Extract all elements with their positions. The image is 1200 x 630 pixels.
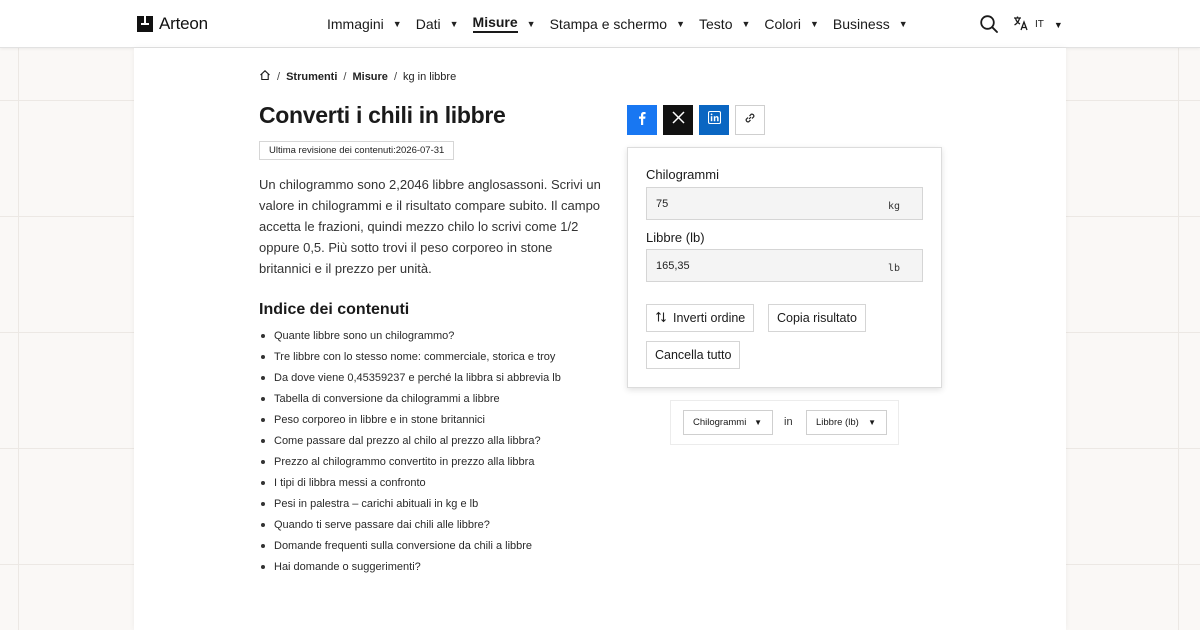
top-navigation-bar [0, 0, 1200, 48]
nav-label: Testo [699, 15, 733, 32]
x-icon [672, 111, 685, 129]
logo-mark-icon [137, 16, 153, 32]
toc-item[interactable]: Peso corporeo in libbre e in stone britannici [259, 412, 561, 433]
home-icon[interactable] [259, 69, 271, 84]
brand-logo[interactable] [137, 14, 208, 34]
toc-item[interactable]: Quante libbre sono un chilogrammo? [259, 328, 561, 349]
breadcrumb-separator: / [277, 70, 281, 83]
pounds-input[interactable] [647, 250, 867, 281]
caret-down-icon: ▼ [526, 18, 536, 29]
toc-item[interactable]: Tabella di conversione da chilogrammi a libbre [259, 391, 561, 412]
intro-paragraph: Un chilogrammo sono 2,2046 libbre anglosassoni. Scrivi un valore in chilogrammi e il risultato compare subito. Il campo accetta le frazioni, quindi mezzo chilo lo scrivi come 1/2 oppure 0,5. Più sotto trovi il peso corporeo in stone britannici e il prezzo per unità. [259, 177, 601, 276]
caret-down-icon: ▼ [754, 418, 762, 427]
breadcrumb-current: kg in libbre [403, 70, 457, 83]
caret-down-icon: ▼ [809, 18, 819, 29]
unit-selector-bar [670, 400, 899, 445]
breadcrumb-misure[interactable]: Misure [352, 70, 388, 83]
pounds-unit: lb [887, 263, 900, 274]
toc-item[interactable]: Tre libbre con lo stesso nome: commerciale, storica e troy [259, 349, 561, 370]
link-icon [743, 111, 757, 130]
toc-title: Indice dei contenuti [259, 301, 410, 318]
kilograms-unit: kg [887, 201, 900, 212]
breadcrumb [259, 69, 456, 84]
copy-result-button[interactable] [768, 304, 866, 332]
breadcrumb-strumenti[interactable]: Strumenti [286, 70, 338, 83]
pounds-field [646, 249, 923, 282]
nav-item-testo[interactable] [699, 16, 750, 33]
facebook-share-button[interactable] [627, 105, 657, 135]
to-field-label: Libbre (lb) [646, 230, 705, 245]
main-nav [327, 0, 922, 48]
caret-down-icon: ▼ [449, 18, 459, 29]
caret-down-icon: ▼ [741, 18, 751, 29]
translate-icon [1013, 15, 1029, 34]
toc-item[interactable]: Pesi in palestra – carichi abituali in kg e lb [259, 496, 561, 517]
brand-name: Arteon [159, 14, 208, 33]
revision-badge: Ultima revisione dei contenuti:2026-07-31 [259, 141, 454, 160]
nav-label: Dati [415, 15, 441, 32]
kilograms-field [646, 187, 923, 220]
toc-item[interactable]: Come passare dal prezzo al chilo al prezzo alla libbra? [259, 433, 561, 454]
toc-item[interactable]: I tipi di libbra messi a confronto [259, 475, 561, 496]
linkedin-share-button[interactable] [699, 105, 729, 135]
nav-item-colori[interactable] [764, 16, 819, 33]
nav-item-business[interactable] [833, 16, 908, 33]
table-of-contents [259, 328, 561, 580]
toc-item[interactable]: Hai domande o suggerimenti? [259, 559, 561, 580]
from-unit-select[interactable] [683, 410, 773, 435]
clear-all-button[interactable] [646, 341, 740, 369]
nav-item-dati[interactable] [416, 16, 459, 33]
breadcrumb-separator: / [343, 70, 347, 83]
nav-label: Colori [764, 15, 801, 32]
nav-item-misure[interactable] [473, 14, 536, 34]
caret-down-icon: ▼ [676, 18, 686, 29]
from-field-label: Chilogrammi [646, 167, 719, 182]
caret-down-icon: ▼ [898, 18, 908, 29]
facebook-icon [636, 111, 648, 130]
nav-label: Immagini [327, 15, 384, 32]
content-card [134, 48, 1066, 630]
toc-item[interactable]: Prezzo al chilogrammo convertito in prezzo alla libbra [259, 454, 561, 475]
caret-down-icon: ▼ [1053, 19, 1063, 30]
toc-item[interactable]: Da dove viene 0,45359237 e perché la libbra si abbrevia lb [259, 370, 561, 391]
breadcrumb-separator: / [393, 70, 397, 83]
kilograms-input[interactable] [647, 188, 867, 219]
to-unit-value: Libbre (lb) [816, 417, 859, 428]
toc-item[interactable]: Domande frequenti sulla conversione da chili a libbre [259, 538, 561, 559]
nav-item-stampa-e-schermo[interactable] [550, 16, 685, 33]
converter-panel [627, 147, 942, 388]
unit-joiner: in [784, 416, 793, 428]
share-buttons [627, 105, 765, 135]
swap-order-button[interactable] [646, 304, 754, 332]
nav-item-immagini[interactable] [327, 16, 402, 33]
caret-down-icon: ▼ [392, 18, 402, 29]
x-share-button[interactable] [663, 105, 693, 135]
to-unit-select[interactable] [806, 410, 887, 435]
copy-link-button[interactable] [735, 105, 765, 135]
from-unit-value: Chilogrammi [693, 417, 747, 428]
clear-all-label: Cancella tutto [655, 348, 732, 362]
nav-label: Misure [473, 14, 518, 33]
nav-label: Business [832, 15, 890, 32]
swap-order-label: Inverti ordine [673, 311, 746, 325]
linkedin-icon [708, 111, 721, 129]
toc-item[interactable]: Quando ti serve passare dai chili alle libbre? [259, 517, 561, 538]
nav-label: Stampa e schermo [549, 15, 668, 32]
search-icon[interactable] [979, 14, 999, 34]
caret-down-icon: ▼ [868, 418, 876, 427]
language-code: IT [1035, 19, 1044, 30]
language-selector[interactable] [1013, 15, 1063, 34]
page-title: Converti i chili in libbre [259, 102, 506, 128]
copy-result-label: Copia risultato [777, 311, 857, 325]
swap-arrows-icon [655, 311, 667, 326]
